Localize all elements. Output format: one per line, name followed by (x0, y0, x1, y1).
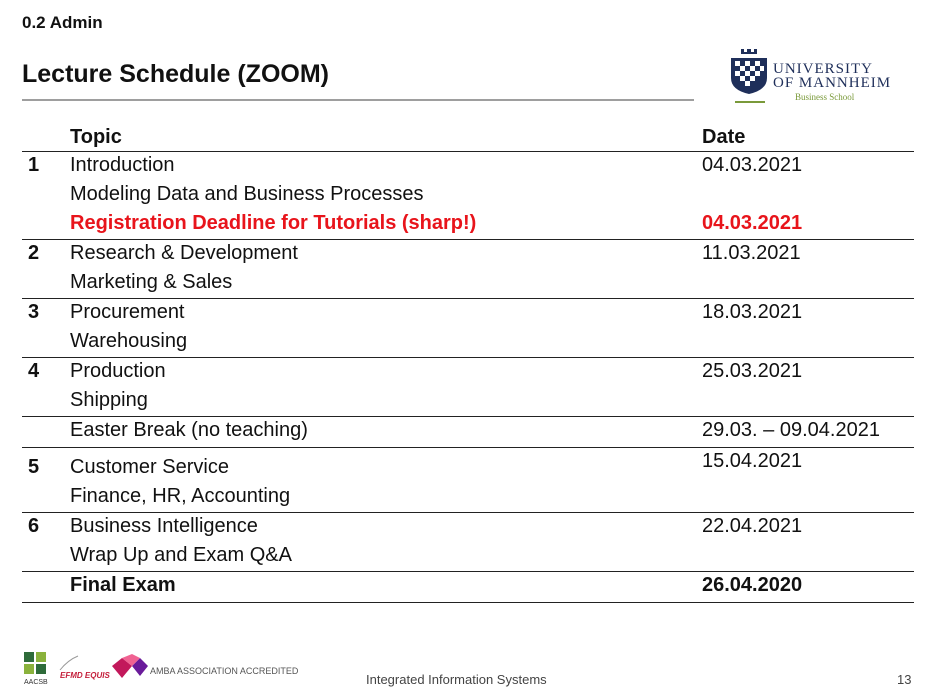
topic-cell: Finance, HR, Accounting (70, 485, 291, 507)
date-cell: 26.04.2020 (702, 574, 803, 596)
equis-logo (60, 656, 110, 680)
logo-accent-line (735, 101, 765, 103)
date-cell: 22.04.2021 (702, 515, 803, 537)
row-line (22, 152, 914, 181)
logo-wordmark (773, 62, 891, 102)
topic-cell: Marketing & Sales (70, 271, 233, 293)
topic-cell: Customer Service (70, 456, 229, 478)
logo-line-1: UNIVERSITY (773, 61, 873, 77)
topic-cell: Warehousing (70, 330, 188, 352)
row-line (22, 358, 914, 387)
page-number: 13 (897, 672, 912, 687)
section-label: 0.2 Admin (22, 13, 103, 32)
table-row (22, 240, 914, 299)
accreditation-logos (22, 648, 299, 692)
session-number: 2 (28, 242, 40, 264)
table-row (22, 299, 914, 358)
topic-cell: Production (70, 360, 166, 382)
row-line (22, 269, 914, 298)
row-line (22, 542, 914, 571)
aacsb-label: AACSB (24, 679, 48, 686)
date-cell: 11.03.2021 (702, 242, 801, 264)
topic-cell: Modeling Data and Business Processes (70, 183, 424, 205)
logo-line-3: Business School (795, 92, 855, 102)
session-number: 4 (28, 360, 40, 382)
topic-cell: Procurement (70, 301, 185, 323)
crest-icon (727, 46, 771, 98)
university-logo (727, 46, 917, 106)
date-cell: 18.03.2021 (702, 301, 803, 323)
column-header-topic: Topic (70, 126, 122, 148)
table-row (22, 358, 914, 417)
row-line (22, 240, 914, 269)
session-number: 1 (28, 154, 40, 176)
session-number: 6 (28, 515, 40, 537)
logo-line-2: OF MANNHEIM (773, 75, 892, 91)
topic-cell: Shipping (70, 389, 148, 411)
session-number: 5 (28, 456, 40, 478)
topic-cell: Business Intelligence (70, 515, 258, 537)
date-cell: 15.04.2021 (702, 450, 803, 472)
column-header-date: Date (702, 126, 746, 148)
equis-label: EFMD EQUIS (60, 671, 110, 680)
amba-logo (112, 654, 299, 678)
row-line (22, 450, 914, 483)
row-line (22, 483, 914, 512)
schedule-table (22, 124, 914, 603)
row-line (22, 572, 914, 601)
topic-cell: Introduction (70, 154, 175, 176)
table-row (22, 513, 914, 572)
topic-cell: Registration Deadline for Tutorials (sharp!) (70, 212, 477, 234)
title-divider (22, 99, 694, 101)
row-line (22, 299, 914, 328)
session-number: 3 (28, 301, 40, 323)
amba-label: AMBA ASSOCIATION ACCREDITED (150, 666, 299, 676)
topic-cell: Wrap Up and Exam Q&A (70, 544, 292, 566)
topic-cell: Easter Break (no teaching) (70, 419, 308, 441)
table-header (22, 124, 914, 152)
date-cell: 04.03.2021 (702, 154, 803, 176)
table-row (22, 152, 914, 240)
page-title: Lecture Schedule (ZOOM) (22, 60, 329, 88)
row-line (22, 181, 914, 210)
row-line (22, 387, 914, 416)
table-row (22, 572, 914, 603)
row-line-highlight (22, 210, 914, 239)
topic-cell: Research & Development (70, 242, 298, 264)
aacsb-logo (24, 652, 48, 686)
table-row (22, 417, 914, 448)
row-line (22, 328, 914, 357)
row-line (22, 417, 914, 446)
topic-cell: Final Exam (70, 574, 176, 596)
row-line (22, 513, 914, 542)
table-row (22, 448, 914, 513)
footer-course-name: Integrated Information Systems (366, 672, 547, 687)
date-cell: 29.03. – 09.04.2021 (702, 419, 880, 441)
date-cell: 04.03.2021 (702, 212, 803, 234)
date-cell: 25.03.2021 (702, 360, 803, 382)
